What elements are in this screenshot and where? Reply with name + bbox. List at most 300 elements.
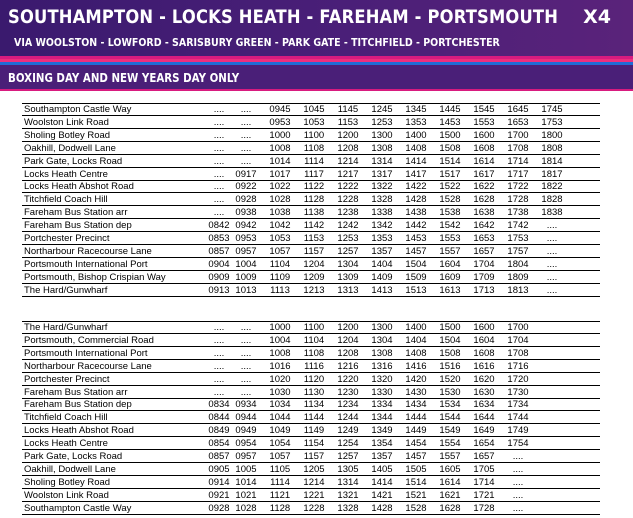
- departure-time: 1604: [473, 334, 495, 346]
- departure-time: 1122: [303, 181, 325, 193]
- departure-time: 1142: [303, 220, 325, 232]
- departure-time: ....: [546, 233, 558, 244]
- departure-time: 0953: [269, 116, 291, 128]
- departure-time: 1453: [439, 116, 461, 128]
- departure-time: ....: [546, 220, 558, 232]
- departure-time: 1244: [337, 412, 359, 424]
- departure-time: 1428: [371, 502, 393, 514]
- departure-time: 1408: [405, 347, 427, 359]
- departure-time: 1217: [337, 168, 359, 180]
- timetable-row: [22, 194, 600, 206]
- departure-time: 1549: [439, 425, 461, 437]
- departure-time: 1800: [541, 129, 563, 141]
- departure-time: 1004: [235, 258, 257, 270]
- departure-time: 1730: [507, 386, 529, 398]
- departure-time: 1353: [371, 233, 393, 244]
- stop-name: Northarbour Racecourse Lane: [24, 360, 152, 372]
- departure-time: 0954: [235, 438, 257, 450]
- departure-time: 1416: [405, 360, 427, 372]
- departure-time: 1134: [303, 399, 325, 411]
- departure-time: ....: [512, 463, 524, 475]
- departure-time: 1400: [405, 322, 427, 333]
- departure-time: 1509: [405, 271, 427, 283]
- departure-time: 0942: [235, 220, 257, 232]
- departure-time: 1600: [473, 322, 495, 333]
- departure-time: 1154: [303, 438, 325, 450]
- departure-time: 1253: [371, 116, 393, 128]
- stop-name: Titchfield Coach Hill: [24, 412, 108, 424]
- departure-time: 1704: [473, 258, 495, 270]
- departure-time: 1714: [507, 155, 529, 167]
- departure-time: 1700: [507, 322, 529, 333]
- departure-time: 1708: [507, 142, 529, 154]
- timetable-row: [22, 130, 600, 142]
- departure-time: 1053: [303, 116, 325, 128]
- departure-time: ....: [240, 386, 252, 398]
- departure-time: 1817: [541, 168, 563, 180]
- stop-name: Titchfield Coach Hill: [24, 194, 108, 206]
- departure-time: 1309: [337, 271, 359, 283]
- departure-time: 0854: [208, 438, 230, 450]
- departure-time: 1253: [337, 233, 359, 244]
- departure-time: 1753: [541, 116, 563, 128]
- departure-time: 1749: [507, 425, 529, 437]
- departure-time: 1413: [371, 284, 393, 296]
- stop-name: Southampton Castle Way: [24, 502, 132, 514]
- departure-time: 1508: [439, 347, 461, 359]
- departure-time: 1422: [405, 181, 427, 193]
- departure-time: 1717: [507, 168, 529, 180]
- departure-time: 1704: [507, 334, 529, 346]
- departure-time: 1045: [303, 104, 325, 115]
- departure-time: 1454: [405, 438, 427, 450]
- departure-time: 1705: [473, 463, 495, 475]
- departure-time: 1249: [337, 425, 359, 437]
- departure-time: 1414: [371, 476, 393, 488]
- departure-time: 1349: [371, 425, 393, 437]
- stop-name: Fareham Bus Station arr: [24, 386, 128, 398]
- departure-time: 1513: [405, 284, 427, 296]
- banner-stripe-magenta: [0, 89, 633, 91]
- departure-time: 1034: [269, 399, 291, 411]
- timetable-row: [22, 374, 600, 386]
- departure-time: 1205: [303, 463, 325, 475]
- stop-name: Portsmouth International Port: [24, 347, 148, 359]
- departure-time: 1621: [439, 489, 461, 501]
- departure-time: 1622: [473, 181, 495, 193]
- departure-time: 1542: [439, 220, 461, 232]
- departure-time: 1234: [337, 399, 359, 411]
- departure-time: 1114: [304, 155, 324, 167]
- departure-time: 1828: [541, 194, 563, 206]
- departure-time: 1608: [473, 142, 495, 154]
- departure-time: 1204: [337, 334, 359, 346]
- departure-time: 1044: [269, 412, 291, 424]
- departure-time: 1804: [507, 258, 529, 270]
- departure-time: 1138: [303, 207, 325, 219]
- departure-time: 1353: [405, 116, 427, 128]
- departure-time: 1657: [473, 451, 495, 462]
- departure-time: 1342: [371, 220, 393, 232]
- departure-time: 1504: [439, 334, 461, 346]
- departure-time: 1721: [473, 489, 495, 501]
- departure-time: 1808: [541, 142, 563, 154]
- departure-time: 1400: [405, 129, 427, 141]
- departure-time: 1104: [303, 334, 325, 346]
- stop-name: Park Gate, Locks Road: [24, 155, 123, 167]
- departure-time: 1357: [371, 245, 393, 257]
- timetable-row: [22, 399, 600, 411]
- departure-time: 1300: [371, 322, 393, 333]
- stop-name: Fareham Bus Station arr: [24, 207, 128, 219]
- departure-time: 1030: [269, 386, 291, 398]
- timetable-row: [22, 156, 600, 168]
- departure-time: 1428: [405, 194, 427, 206]
- departure-time: ....: [240, 129, 252, 141]
- departure-time: 1014: [235, 476, 257, 488]
- departure-time: 1534: [439, 399, 461, 411]
- departure-time: 1714: [473, 476, 495, 488]
- departure-time: 1317: [371, 168, 393, 180]
- departure-time: 1257: [337, 245, 359, 257]
- departure-time: 1116: [304, 360, 324, 372]
- departure-time: 1538: [439, 207, 461, 219]
- departure-time: 1617: [473, 168, 495, 180]
- departure-time: ....: [213, 155, 225, 167]
- departure-time: 1334: [371, 399, 393, 411]
- stop-name: Fareham Bus Station dep: [24, 399, 132, 411]
- departure-time: 1645: [507, 104, 529, 115]
- departure-time: 1442: [405, 220, 427, 232]
- departure-time: 1308: [371, 347, 393, 359]
- stop-name: The Hard/Gunwharf: [24, 322, 108, 333]
- departure-time: 1814: [541, 155, 563, 167]
- departure-time: 1257: [337, 451, 359, 462]
- departure-time: 1544: [439, 412, 461, 424]
- departure-time: 1634: [473, 399, 495, 411]
- departure-time: 1553: [473, 116, 495, 128]
- departure-time: 1728: [473, 502, 495, 514]
- departure-time: 1000: [269, 322, 291, 333]
- departure-time: 1314: [337, 476, 359, 488]
- departure-time: ....: [240, 347, 252, 359]
- departure-time: 1753: [507, 233, 529, 244]
- departure-time: 1222: [337, 181, 359, 193]
- departure-time: 0913: [208, 284, 230, 296]
- departure-time: ....: [213, 360, 225, 372]
- departure-time: 1530: [439, 386, 461, 398]
- departure-time: 1109: [269, 271, 291, 283]
- departure-time: 1613: [439, 284, 461, 296]
- departure-time: 1057: [269, 245, 291, 257]
- departure-time: 1028: [269, 194, 291, 206]
- stop-name: Locks Heath Centre: [24, 168, 108, 180]
- departure-time: 1444: [405, 412, 427, 424]
- stop-name: Portchester Precinct: [24, 233, 110, 244]
- departure-time: 1108: [303, 142, 325, 154]
- departure-time: ....: [546, 258, 558, 270]
- departure-time: 0834: [208, 399, 230, 411]
- route-via-line: VIA WOOLSTON - LOWFORD - SARISBURY GREEN - PARK GATE - TITCHFIELD - PORTCHESTER: [14, 36, 500, 49]
- departure-time: 0957: [235, 451, 257, 462]
- stop-name: The Hard/Gunwharf: [24, 284, 108, 296]
- departure-time: 1028: [235, 502, 257, 514]
- departure-time: 1822: [541, 181, 563, 193]
- departure-time: 1417: [405, 168, 427, 180]
- departure-time: 1013: [235, 284, 257, 296]
- departure-time: 1200: [337, 129, 359, 141]
- stop-name: Northarbour Racecourse Lane: [24, 245, 152, 257]
- departure-time: 1508: [439, 142, 461, 154]
- stop-name: Park Gate, Locks Road: [24, 451, 123, 462]
- departure-time: 0857: [208, 245, 230, 257]
- departure-time: 1700: [507, 129, 529, 141]
- timetable-row: [22, 322, 600, 334]
- stop-name: Locks Heath Abshot Road: [24, 181, 134, 193]
- departure-time: 1649: [473, 425, 495, 437]
- departure-time: ....: [546, 245, 558, 257]
- timetable-row: [22, 181, 600, 193]
- departure-time: 1213: [303, 284, 325, 296]
- departure-time: 1042: [269, 220, 291, 232]
- departure-time: 1016: [269, 360, 291, 372]
- departure-time: 1314: [371, 155, 393, 167]
- departure-time: 0921: [208, 489, 230, 501]
- departure-time: ....: [240, 373, 252, 385]
- departure-time: ....: [213, 207, 225, 219]
- timetable-row: [22, 425, 600, 437]
- departure-time: 0945: [269, 104, 291, 115]
- departure-time: 0928: [208, 502, 230, 514]
- departure-time: 1014: [269, 155, 291, 167]
- departure-time: 1313: [337, 284, 359, 296]
- departure-time: 1453: [405, 233, 427, 244]
- departure-time: 0849: [208, 425, 230, 437]
- stop-name: Sholing Botley Road: [24, 476, 111, 488]
- departure-time: 1054: [269, 438, 291, 450]
- timetable-row: [22, 259, 600, 271]
- departure-time: 1557: [439, 245, 461, 257]
- departure-time: 0905: [208, 463, 230, 475]
- departure-time: 0914: [208, 476, 230, 488]
- departure-time: 1744: [507, 412, 529, 424]
- departure-time: ....: [546, 284, 558, 296]
- departure-time: 1528: [439, 194, 461, 206]
- departure-time: 1157: [303, 245, 325, 257]
- departure-time: 1553: [439, 233, 461, 244]
- departure-time: 1000: [269, 129, 291, 141]
- departure-time: 0842: [208, 220, 230, 232]
- departure-time: 1004: [269, 334, 291, 346]
- departure-time: 1457: [405, 451, 427, 462]
- departure-time: 1228: [303, 502, 325, 514]
- departure-time: 1642: [473, 220, 495, 232]
- departure-time: 0944: [235, 412, 257, 424]
- departure-time: 1238: [337, 207, 359, 219]
- departure-time: 1100: [303, 129, 325, 141]
- departure-time: 0904: [208, 258, 230, 270]
- departure-time: 1017: [269, 168, 291, 180]
- departure-time: 1614: [439, 476, 461, 488]
- departure-time: 1404: [371, 258, 393, 270]
- departure-time: ....: [512, 502, 524, 514]
- departure-time: 1438: [405, 207, 427, 219]
- departure-time: 1414: [405, 155, 427, 167]
- departure-time: ....: [546, 271, 558, 283]
- departure-time: 1654: [473, 438, 495, 450]
- departure-time: 1228: [337, 194, 359, 206]
- departure-time: 1305: [337, 463, 359, 475]
- stop-name: Portsmouth, Commercial Road: [24, 334, 154, 346]
- departure-time: ....: [213, 116, 225, 128]
- stop-name: Fareham Bus Station dep: [24, 220, 132, 232]
- departure-time: 1357: [371, 451, 393, 462]
- departure-time: 1557: [439, 451, 461, 462]
- timetable-row: [22, 117, 600, 129]
- departure-time: 1517: [439, 168, 461, 180]
- departure-time: 0844: [208, 412, 230, 424]
- departure-time: 1105: [269, 463, 291, 475]
- departure-time: 1104: [269, 258, 291, 270]
- departure-time: 1521: [405, 489, 427, 501]
- timetable-row: [22, 104, 600, 116]
- departure-time: 1722: [507, 181, 529, 193]
- stop-name: Sholing Botley Road: [24, 129, 111, 141]
- route-header: [0, 0, 633, 56]
- timetable-row: [22, 272, 600, 284]
- departure-time: ....: [512, 451, 524, 462]
- departure-time: 1720: [507, 373, 529, 385]
- timetable-row: [22, 169, 600, 181]
- stop-name: Portsmouth, Bishop Crispian Way: [24, 271, 166, 283]
- timetable-row: [22, 361, 600, 373]
- timetable-row: [22, 503, 600, 515]
- departure-time: 1245: [371, 104, 393, 115]
- departure-time: 1100: [303, 322, 325, 333]
- departure-time: 0949: [235, 425, 257, 437]
- departure-time: 1214: [337, 155, 359, 167]
- departure-time: 1628: [439, 502, 461, 514]
- departure-time: 1628: [473, 194, 495, 206]
- timetable-row: [22, 143, 600, 155]
- departure-time: 1216: [337, 360, 359, 372]
- departure-time: 1328: [371, 194, 393, 206]
- stop-name: Oakhill, Dodwell Lane: [24, 463, 116, 475]
- departure-time: 1320: [371, 373, 393, 385]
- departure-time: 1528: [405, 502, 427, 514]
- route-title: SOUTHAMPTON - LOCKS HEATH - FAREHAM - PORTSMOUTH: [8, 6, 559, 28]
- timetable-row: [22, 220, 600, 232]
- departure-time: 0953: [235, 233, 257, 244]
- departure-time: 1728: [507, 194, 529, 206]
- timetable-row: [22, 490, 600, 502]
- departure-time: 1838: [541, 207, 563, 219]
- departure-time: 1709: [473, 271, 495, 283]
- departure-time: 1354: [371, 438, 393, 450]
- departure-time: 1500: [439, 322, 461, 333]
- departure-time: 1809: [507, 271, 529, 283]
- timetable-row: [22, 387, 600, 399]
- departure-time: 1449: [405, 425, 427, 437]
- departure-time: 1522: [439, 181, 461, 193]
- departure-time: 1209: [303, 271, 325, 283]
- departure-time: ....: [213, 322, 225, 333]
- departure-time: 1754: [507, 438, 529, 450]
- departure-time: 1200: [337, 322, 359, 333]
- departure-time: 1630: [473, 386, 495, 398]
- stop-name: Woolston Link Road: [24, 116, 109, 128]
- departure-time: ....: [213, 386, 225, 398]
- departure-time: 1113: [270, 284, 290, 296]
- departure-time: 1734: [507, 399, 529, 411]
- departure-time: 1514: [439, 155, 461, 167]
- departure-time: 1153: [337, 116, 359, 128]
- departure-time: 1208: [337, 142, 359, 154]
- departure-time: ....: [213, 334, 225, 346]
- departure-time: 1020: [269, 373, 291, 385]
- departure-time: 1457: [405, 245, 427, 257]
- departure-time: 1328: [337, 502, 359, 514]
- timetable-row: [22, 451, 600, 463]
- departure-time: 0922: [235, 181, 257, 193]
- timetable-row: [22, 233, 600, 245]
- departure-time: 1430: [405, 386, 427, 398]
- departure-time: 1157: [303, 451, 325, 462]
- timetable-row: [22, 207, 600, 219]
- departure-time: 1504: [405, 258, 427, 270]
- timetable-row: [22, 285, 600, 297]
- timetable-row: [22, 464, 600, 476]
- departure-time: 1616: [473, 360, 495, 372]
- departure-time: ....: [213, 181, 225, 193]
- stop-name: Oakhill, Dodwell Lane: [24, 142, 116, 154]
- departure-time: ....: [240, 142, 252, 154]
- departure-time: 1421: [371, 489, 393, 501]
- departure-time: 1008: [269, 347, 291, 359]
- departure-time: ....: [240, 322, 252, 333]
- departure-time: 1130: [303, 386, 325, 398]
- departure-time: 1057: [269, 451, 291, 462]
- departure-time: 1516: [439, 360, 461, 372]
- departure-time: 1434: [405, 399, 427, 411]
- departure-time: 1242: [337, 220, 359, 232]
- departure-time: 1145: [337, 104, 359, 115]
- departure-time: ....: [240, 155, 252, 167]
- departure-time: 1300: [371, 129, 393, 141]
- departure-time: 1604: [439, 258, 461, 270]
- stop-name: Woolston Link Road: [24, 489, 109, 501]
- departure-time: 1005: [235, 463, 257, 475]
- departure-time: 1757: [507, 245, 529, 257]
- departure-time: 1108: [303, 347, 325, 359]
- departure-time: 1608: [473, 347, 495, 359]
- timetable-row: [22, 335, 600, 347]
- departure-time: 1344: [371, 412, 393, 424]
- departure-time: 0934: [235, 399, 257, 411]
- departure-time: 1605: [439, 463, 461, 475]
- departure-time: 1409: [371, 271, 393, 283]
- timetable-row: [22, 438, 600, 450]
- departure-time: 1345: [405, 104, 427, 115]
- departure-time: ....: [240, 116, 252, 128]
- departure-time: 1657: [473, 245, 495, 257]
- departure-time: 1117: [304, 168, 324, 180]
- timetable-row: [22, 477, 600, 489]
- departure-time: 1620: [473, 373, 495, 385]
- departure-time: 1404: [405, 334, 427, 346]
- stop-name: Portsmouth International Port: [24, 258, 148, 270]
- stop-name: Southampton Castle Way: [24, 104, 132, 115]
